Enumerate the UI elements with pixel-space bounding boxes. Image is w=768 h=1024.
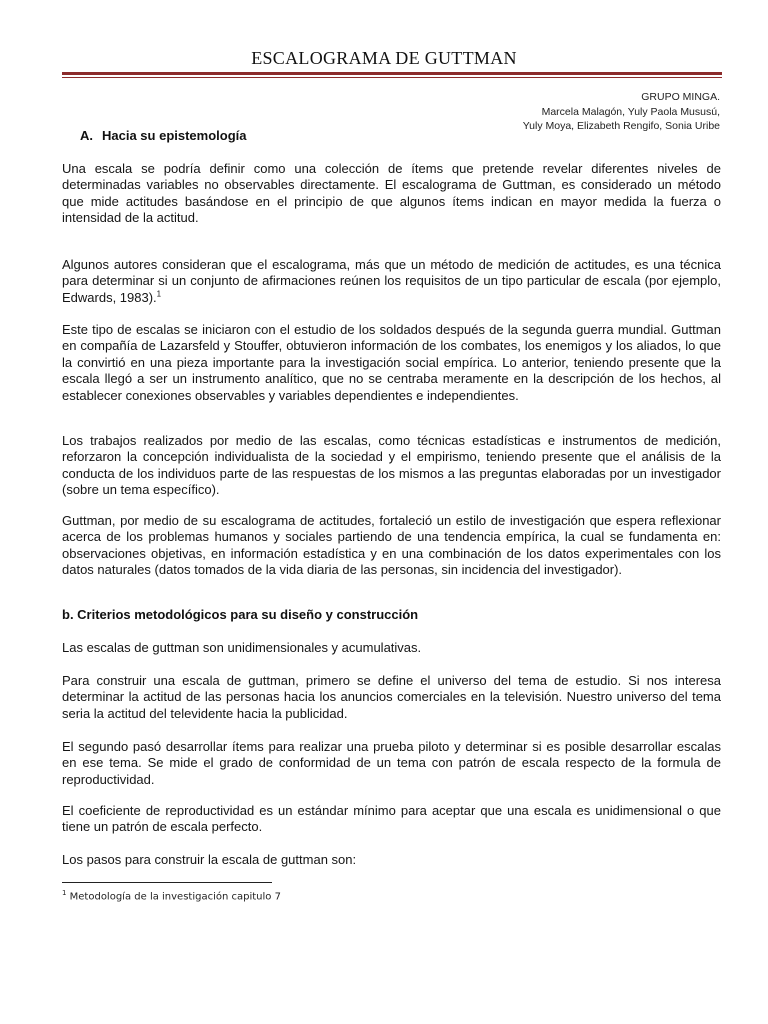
footnote bbox=[62, 889, 281, 902]
author-line: Marcela Malagón, Yuly Paola Mususú, bbox=[541, 105, 720, 118]
paragraph-text: Algunos autores consideran que el escalograma, más que un método de medición de actitudes, es una técnica para determinar si un conjunto de afirmaciones reúnen los requisitos de un tipo particular de escala (por ejemplo, Edwards, 1983). bbox=[62, 257, 721, 305]
paragraph: Las escalas de guttman son unidimensionales y acumulativas. bbox=[62, 640, 422, 655]
paragraph: El segundo pasó desarrollar ítems para realizar una prueba piloto y determinar si es posible desarrollar escalas en ese tema. Se mide el grado de conformidad de un tema con patrón de escala respecto de la formula de reproductividad. bbox=[62, 739, 721, 787]
author-block bbox=[523, 90, 720, 134]
footnote-text: Metodología de la investigación capitulo 7 bbox=[66, 891, 281, 903]
author-line: Yuly Moya, Elizabeth Rengifo, Sonia Uribe bbox=[522, 120, 720, 132]
document-title: ESCALOGRAMA DE GUTTMAN bbox=[251, 48, 517, 68]
section-b-heading: b. Criterios metodológicos para su diseño y construcción bbox=[62, 607, 419, 622]
section-a-heading bbox=[80, 128, 247, 143]
section-a-label: A. bbox=[80, 128, 93, 143]
author-line: GRUPO MINGA. bbox=[641, 91, 720, 103]
title-rule-thick bbox=[62, 72, 722, 75]
footnote-reference: 1 bbox=[156, 289, 162, 299]
title-rule-thin bbox=[62, 77, 722, 78]
paragraph bbox=[62, 257, 721, 306]
paragraph: Este tipo de escalas se iniciaron con el estudio de los soldados después de la segunda guerra mundial. Guttman en compañía de Lazarsfeld y Stouffer, obtuvieron información de los combates, los enemigos y los aliados, lo que la convirtió en una pieza importante para la investigación social empírica. Lo anterior, teniendo presente que la escala llegó a ser un instrumento analítico, que no se centraba meramente en la descripción de los hechos, al establecer conexiones observables y variables dependientes e independientes. bbox=[62, 322, 721, 403]
footnote-number: 1 bbox=[62, 889, 67, 897]
paragraph: Para construir una escala de guttman, primero se define el universo del tema de estudio. Si nos interesa determinar la actitud de las personas hacia los anuncios comerciales en la televisión. Nuestro universo del tema seria la actitud del televidente hacia la publicidad. bbox=[62, 673, 721, 721]
paragraph: Guttman, por medio de su escalograma de actitudes, fortaleció un estilo de investigación que espera reflexionar acerca de los problemas humanos y sociales partiendo de una tendencia empírica, la cual se fundamenta en: observaciones objetivas, en información estadística y en una combinación de los datos experimentales con los datos naturales (datos tomados de la vida diaria de las personas, sin incidencia del investigador). bbox=[62, 513, 721, 578]
paragraph: Los trabajos realizados por medio de las escalas, como técnicas estadísticas e instrumentos de medición, reforzaron la concepción individualista de la sociedad y el empirismo, teniendo presente que el análisis de la conducta de los individuos parte de las respuestas de los mismos a las preguntas elaboradas por un investigador (sobre un tema específico). bbox=[62, 433, 721, 498]
paragraph: Los pasos para construir la escala de guttman son: bbox=[62, 852, 357, 867]
section-a-title: Hacia su epistemología bbox=[102, 128, 247, 143]
footnote-separator bbox=[62, 882, 272, 883]
paragraph: Una escala se podría definir como una colección de ítems que pretende revelar diferentes niveles de determinadas variables no observables directamente. El escalograma de Guttman, es considerado un método que mide actitudes basándose en el principio de que algunos ítems indican en mayor medida la fuerza o intensidad de la actitud. bbox=[62, 161, 721, 226]
paragraph: El coeficiente de reproductividad es un estándar mínimo para aceptar que una escala es unidimensional o que tiene un patrón de escala perfecto. bbox=[62, 803, 721, 835]
